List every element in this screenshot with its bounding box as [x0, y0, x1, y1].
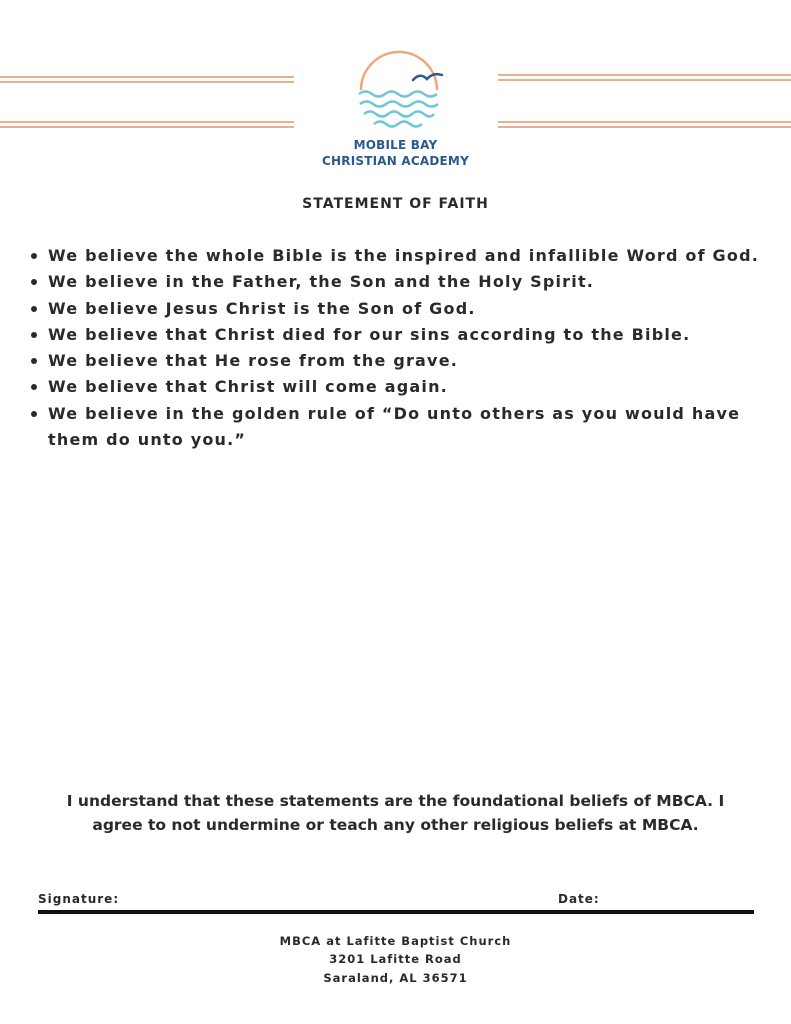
belief-item: We believe in the golden rule of “Do unto others as you would have them do unto you.”	[48, 401, 783, 454]
footer-city-state-zip: Saraland, AL 36571	[323, 971, 468, 985]
header-rule-left-bottom-2	[0, 126, 294, 128]
header-rule-left-top-2	[0, 81, 294, 83]
header-rule-left-top	[0, 76, 294, 78]
header-rule-right-bottom-2	[498, 126, 791, 128]
page-title: STATEMENT OF FAITH	[302, 196, 489, 212]
belief-item: We believe Jesus Christ is the Son of God.	[48, 296, 783, 322]
beliefs-list	[48, 243, 783, 453]
belief-item: We believe that He rose from the grave.	[48, 348, 783, 374]
footer-street-address: 3201 Lafitte Road	[329, 952, 462, 966]
header-rule-left-bottom	[0, 121, 294, 123]
footer-church-name: MBCA at Lafitte Baptist Church	[279, 934, 512, 948]
date-label: Date:	[558, 892, 600, 906]
signature-label: Signature:	[38, 892, 120, 906]
header-rule-right-top-2	[498, 79, 791, 81]
agreement-statement: I understand that these statements are the foundational beliefs of MBCA. I agree to not undermine or teach any other religious beliefs at MBCA.	[66, 792, 725, 834]
header-rule-right-top	[498, 74, 791, 76]
belief-item: We believe that Christ died for our sins according to the Bible.	[48, 322, 783, 348]
belief-item: We believe in the Father, the Son and the Holy Spirit.	[48, 269, 783, 295]
belief-item: We believe the whole Bible is the inspired and infallible Word of God.	[48, 243, 783, 269]
signature-line	[38, 910, 754, 914]
header-rule-right-bottom	[498, 121, 791, 123]
school-name-line2: CHRISTIAN ACADEMY	[322, 154, 469, 168]
belief-item: We believe that Christ will come again.	[48, 374, 783, 400]
school-name-line1: MOBILE BAY	[353, 138, 438, 152]
school-logo-icon	[352, 42, 446, 136]
